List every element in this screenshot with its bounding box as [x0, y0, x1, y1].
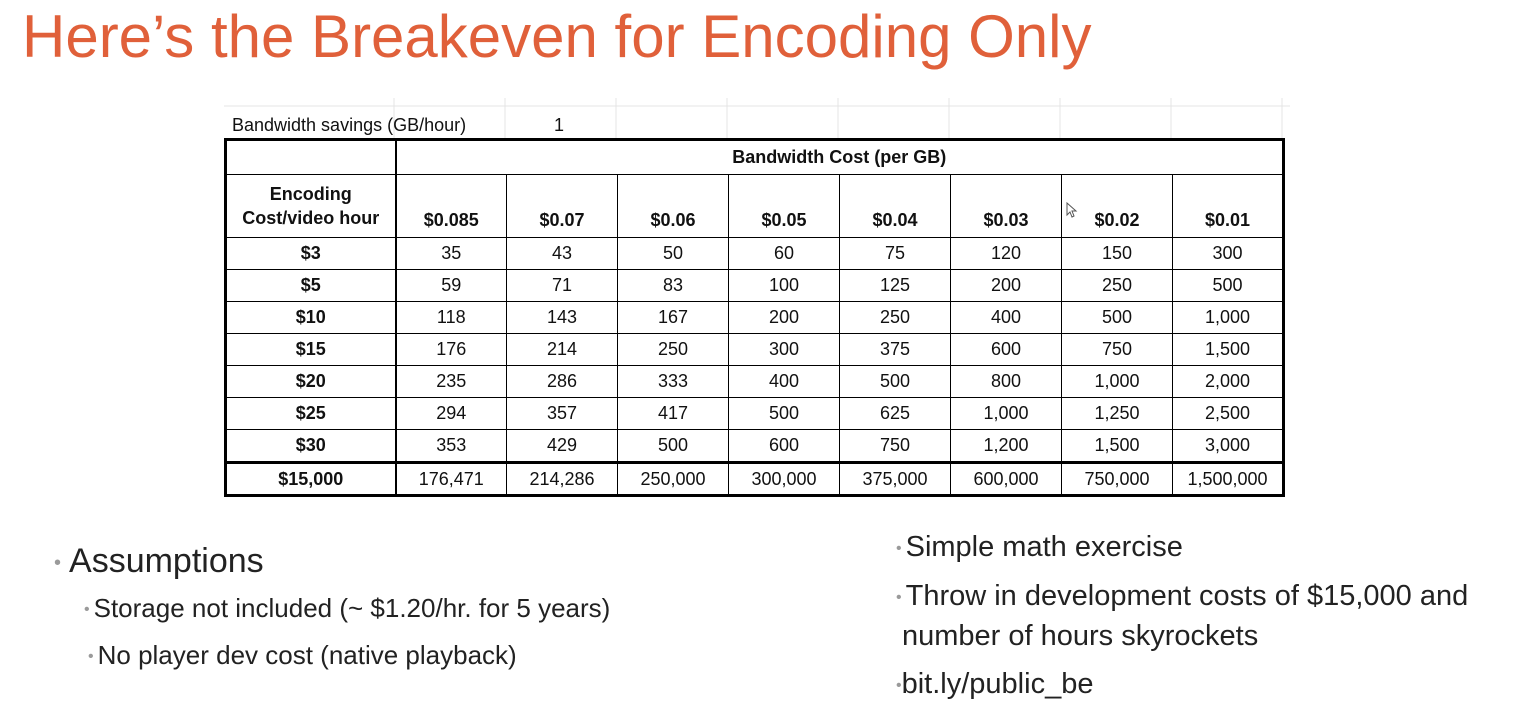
table-cell: 100: [729, 270, 840, 302]
column-header: $0.07: [507, 175, 618, 238]
column-header: $0.04: [840, 175, 951, 238]
encoding-cost-header: Encoding Cost/video hour: [226, 175, 396, 238]
table-cell: 3,000: [1173, 430, 1284, 463]
table-cell: 250: [1062, 270, 1173, 302]
table-cell: 500: [1062, 302, 1173, 334]
table-cell: 375,000: [840, 463, 951, 496]
bullet-text: Assumptions: [69, 542, 264, 580]
table-cell: 118: [396, 302, 507, 334]
breakeven-table: [224, 138, 1285, 497]
column-header: $0.03: [951, 175, 1062, 238]
table-cell: 235: [396, 366, 507, 398]
table-row: [226, 270, 1284, 302]
table-cell: 600: [951, 334, 1062, 366]
table-cell: 353: [396, 430, 507, 463]
bandwidth-savings-value: 1: [554, 115, 565, 135]
table-cell: 1,500: [1173, 334, 1284, 366]
table-cell: 286: [507, 366, 618, 398]
table-column-header-row: [226, 175, 1284, 238]
table-cell: 750: [1062, 334, 1173, 366]
table-cell: 176,471: [396, 463, 507, 496]
bullet-dot-icon: •: [84, 601, 90, 619]
table-row: [226, 463, 1284, 496]
corner-cell: [226, 140, 396, 175]
bullet-dot-icon: •: [54, 552, 62, 575]
table-cell: 50: [618, 238, 729, 270]
bullet-dot-icon: •: [896, 676, 902, 694]
table-cell: 2,500: [1173, 398, 1284, 430]
table-cell: 214: [507, 334, 618, 366]
table-cell: 400: [951, 302, 1062, 334]
table-row: [226, 398, 1284, 430]
table-cell: 500: [840, 366, 951, 398]
table-cell: 625: [840, 398, 951, 430]
column-header: $0.02: [1062, 175, 1173, 238]
mouse-pointer-icon: [1066, 202, 1078, 218]
table-cell: 43: [507, 238, 618, 270]
table-cell: 600: [729, 430, 840, 463]
table-cell: 120: [951, 238, 1062, 270]
table-cell: 35: [396, 238, 507, 270]
bullet-text: Storage not included (~ $1.20/hr. for 5 years): [93, 593, 611, 624]
table-cell: 250,000: [618, 463, 729, 496]
table-cell: 250: [840, 302, 951, 334]
table-cell: 1,500: [1062, 430, 1173, 463]
table-header-row: [226, 140, 1284, 175]
table-cell: 200: [951, 270, 1062, 302]
column-header: $0.01: [1173, 175, 1284, 238]
bullet-text: Simple math exercise: [905, 531, 1183, 563]
table-row: [226, 430, 1284, 463]
bullet-item: [54, 540, 610, 584]
table-row: [226, 238, 1284, 270]
table-cell: 250: [618, 334, 729, 366]
table-cell: 1,000: [951, 398, 1062, 430]
table-cell: 1,250: [1062, 398, 1173, 430]
bullet-link-text[interactable]: bit.ly/public_be: [901, 667, 1094, 700]
slide-title: Here’s the Breakeven for Encoding Only: [22, 3, 1092, 70]
table-cell: 357: [507, 398, 618, 430]
bullet-item: [84, 590, 610, 628]
row-header: $30: [226, 430, 396, 463]
table-cell: 71: [507, 270, 618, 302]
table-row: [226, 302, 1284, 334]
row-header: $15,000: [226, 463, 396, 496]
table-cell: 750: [840, 430, 951, 463]
table-cell: 75: [840, 238, 951, 270]
table-cell: 1,200: [951, 430, 1062, 463]
table-cell: 417: [618, 398, 729, 430]
spreadsheet: [224, 98, 1290, 490]
bullet-item: [896, 665, 1502, 705]
bullet-item: [896, 528, 1502, 568]
bullet-text: Throw in development costs of $15,000 and number of hours skyrockets: [902, 579, 1469, 652]
table-cell: 750,000: [1062, 463, 1173, 496]
table-cell: 500: [729, 398, 840, 430]
table-cell: 150: [1062, 238, 1173, 270]
row-header: $20: [226, 366, 396, 398]
table-cell: 429: [507, 430, 618, 463]
table-row: [226, 334, 1284, 366]
table-cell: 83: [618, 270, 729, 302]
table-cell: 167: [618, 302, 729, 334]
column-header: $0.05: [729, 175, 840, 238]
table-cell: 125: [840, 270, 951, 302]
table-cell: 59: [396, 270, 507, 302]
table-cell: 294: [396, 398, 507, 430]
bandwidth-cost-header: Bandwidth Cost (per GB): [396, 140, 1284, 175]
table-cell: 800: [951, 366, 1062, 398]
table-cell: 1,000: [1062, 366, 1173, 398]
table-cell: 143: [507, 302, 618, 334]
table-row: [226, 366, 1284, 398]
bullet-text: No player dev cost (native playback): [97, 640, 517, 671]
bullet-item: [88, 637, 610, 675]
table-cell: 333: [618, 366, 729, 398]
table-cell: 600,000: [951, 463, 1062, 496]
bullet-dot-icon: •: [88, 648, 94, 666]
table-cell: 60: [729, 238, 840, 270]
notes-bullets: [896, 528, 1502, 714]
row-header: $25: [226, 398, 396, 430]
row-header: $10: [226, 302, 396, 334]
table-cell: 300,000: [729, 463, 840, 496]
table-cell: 2,000: [1173, 366, 1284, 398]
table-cell: 400: [729, 366, 840, 398]
assumptions-bullets: [54, 540, 610, 675]
bullet-item: [896, 577, 1502, 656]
table-cell: 1,500,000: [1173, 463, 1284, 496]
column-header: $0.085: [396, 175, 507, 238]
table-cell: 1,000: [1173, 302, 1284, 334]
row-header: $3: [226, 238, 396, 270]
table-cell: 500: [618, 430, 729, 463]
column-header: $0.06: [618, 175, 729, 238]
table-cell: 214,286: [507, 463, 618, 496]
bandwidth-savings-label: Bandwidth savings (GB/hour): [232, 115, 467, 135]
bullet-dot-icon: •: [896, 539, 902, 557]
row-header: $5: [226, 270, 396, 302]
table-cell: 500: [1173, 270, 1284, 302]
table-cell: 200: [729, 302, 840, 334]
row-header: $15: [226, 334, 396, 366]
bullet-dot-icon: •: [896, 588, 902, 606]
table-cell: 375: [840, 334, 951, 366]
table-cell: 300: [1173, 238, 1284, 270]
table-cell: 300: [729, 334, 840, 366]
table-cell: 176: [396, 334, 507, 366]
